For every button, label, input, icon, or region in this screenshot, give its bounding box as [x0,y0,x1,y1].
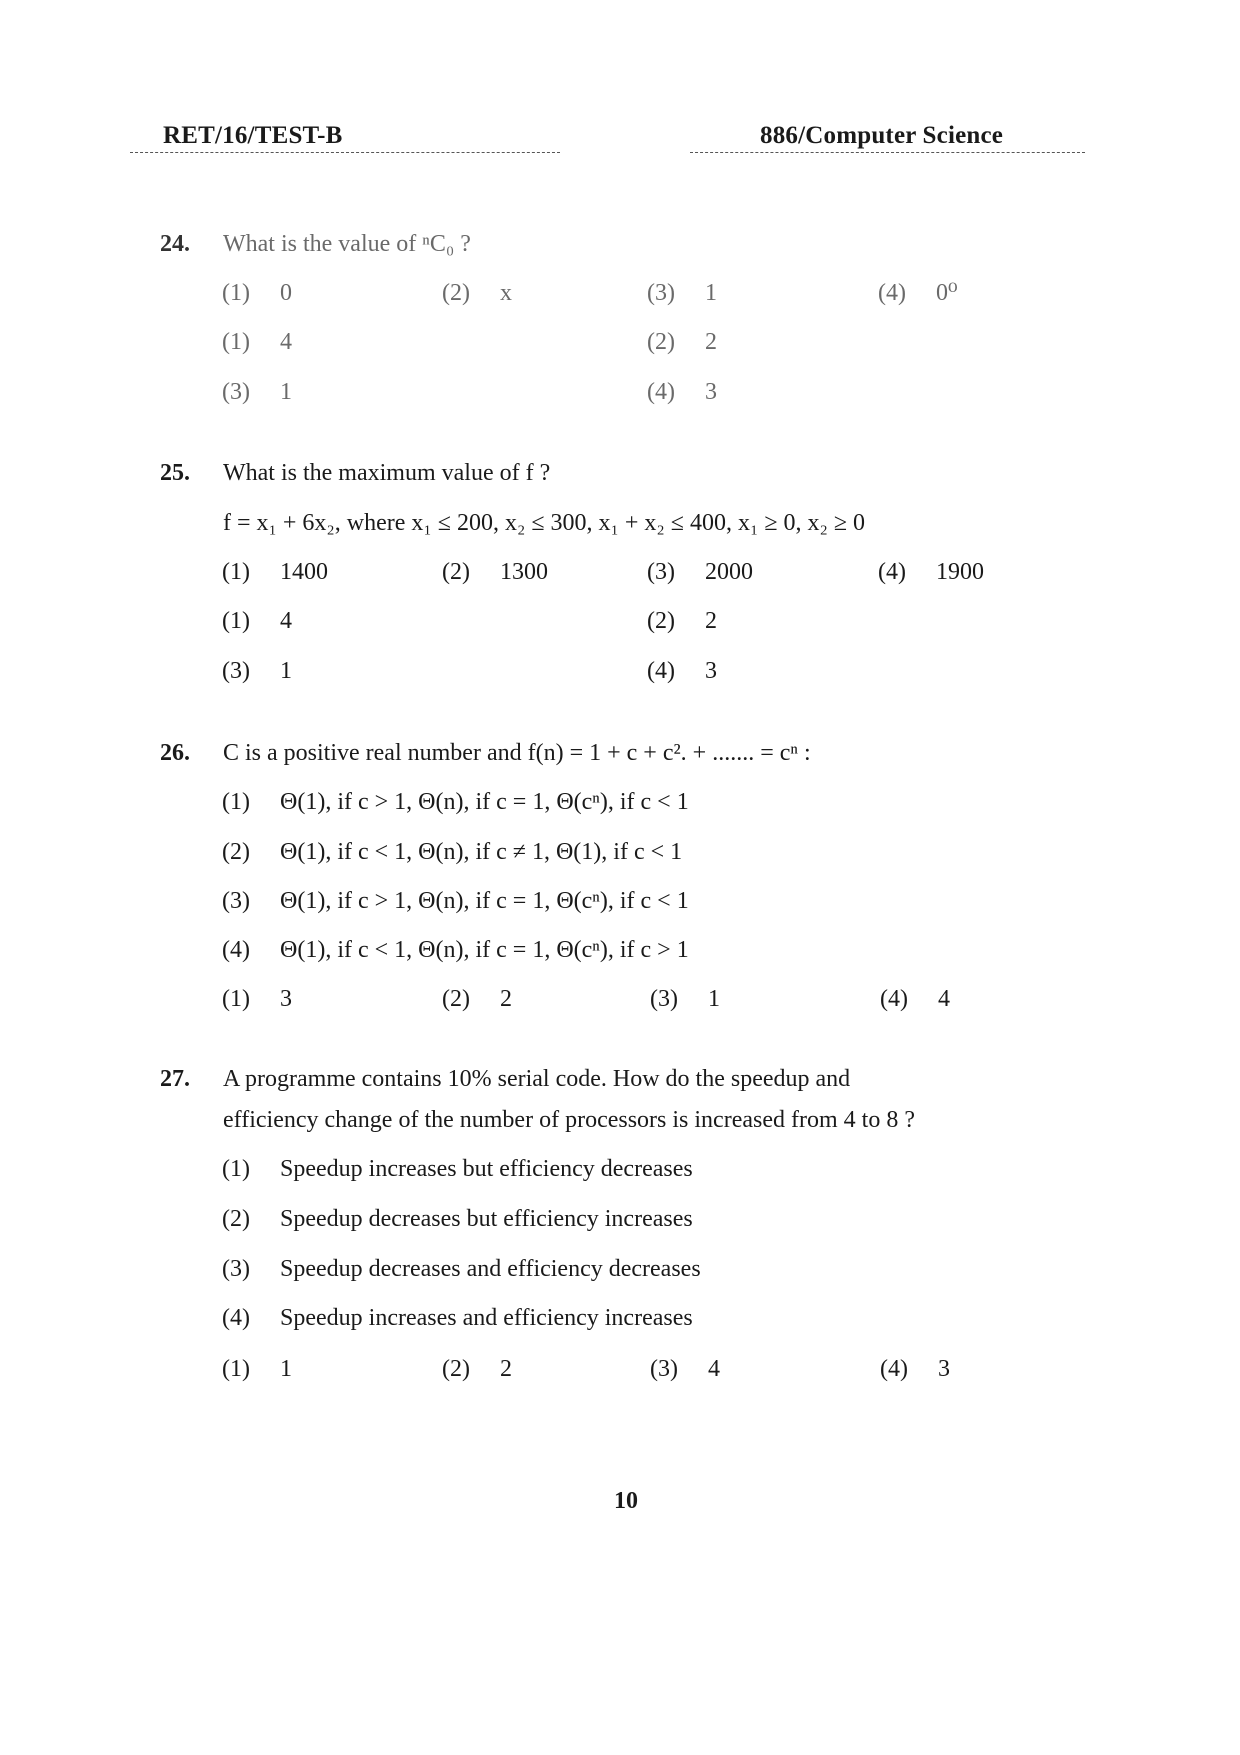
choice-4: (4) 3 [880,1356,950,1382]
choice-3: (3) 4 [650,1356,720,1382]
question-number: 25. [160,460,190,486]
question-number: 26. [160,740,190,766]
answer-option-3: (3) 1 [222,379,292,405]
objective-function: f = x₁ + 6x₂, where x₁ ≤ 200, x₂ ≤ 300, x₁ + x₂ ≤ 400, x₁ ≥ 0, x₂ ≥ 0 [223,510,866,536]
choice-2: (2) x [442,280,512,306]
choice-2: (2) 1300 [442,559,548,585]
answer-option-4: (4) 3 [647,379,717,405]
question-text: C is a positive real number and f(n) = 1 + c + c². + ....... = cⁿ : [223,740,811,766]
choice-4: (4) 0⁰ [878,280,958,306]
question-text: A programme contains 10% serial code. How do the speedup and [223,1066,851,1092]
subject-title: 886/Computer Science [760,122,1004,149]
answer-option-2: (2) 2 [647,608,717,634]
question-number: 27. [160,1066,190,1092]
question-text: What is the maximum value of f ? [223,460,551,486]
test-code: RET/16/TEST-B [163,122,343,149]
question-text-continued: efficiency change of the number of processors is increased from 4 to 8 ? [223,1107,915,1133]
answer-option-1: (1) 4 [222,329,292,355]
statement-1: (1) Θ(1), if c > 1, Θ(n), if c = 1, Θ(cⁿ), if c < 1 [222,789,689,815]
answer-option-3: (3) 1 [222,658,292,684]
page-number: 10 [614,1488,638,1514]
choice-1: (1) 0 [222,280,292,306]
statement-4: (4) Speedup increases and efficiency increases [222,1305,693,1331]
choice-2: (2) 2 [442,1356,512,1382]
choice-1: (1) 1400 [222,559,328,585]
choice-3: (3) 1 [647,280,717,306]
choice-1: (1) 3 [222,986,292,1012]
choice-4: (4) 4 [880,986,950,1012]
question-text: What is the value of ⁿC₀ ? [223,231,471,257]
choice-4: (4) 1900 [878,559,984,585]
statement-3: (3) Θ(1), if c > 1, Θ(n), if c = 1, Θ(cⁿ), if c < 1 [222,888,689,914]
statement-3: (3) Speedup decreases and efficiency decreases [222,1256,701,1282]
statement-2: (2) Speedup decreases but efficiency increases [222,1206,693,1232]
choice-2: (2) 2 [442,986,512,1012]
header-rule-right [690,152,1085,153]
choice-3: (3) 1 [650,986,720,1012]
answer-option-1: (1) 4 [222,608,292,634]
statement-1: (1) Speedup increases but efficiency decreases [222,1156,693,1182]
answer-option-2: (2) 2 [647,329,717,355]
choice-3: (3) 2000 [647,559,753,585]
header-rule-left [130,152,560,153]
answer-option-4: (4) 3 [647,658,717,684]
statement-4: (4) Θ(1), if c < 1, Θ(n), if c = 1, Θ(cⁿ), if c > 1 [222,937,689,963]
question-number: 24. [160,231,190,257]
choice-1: (1) 1 [222,1356,292,1382]
statement-2: (2) Θ(1), if c < 1, Θ(n), if c ≠ 1, Θ(1), if c < 1 [222,839,683,865]
